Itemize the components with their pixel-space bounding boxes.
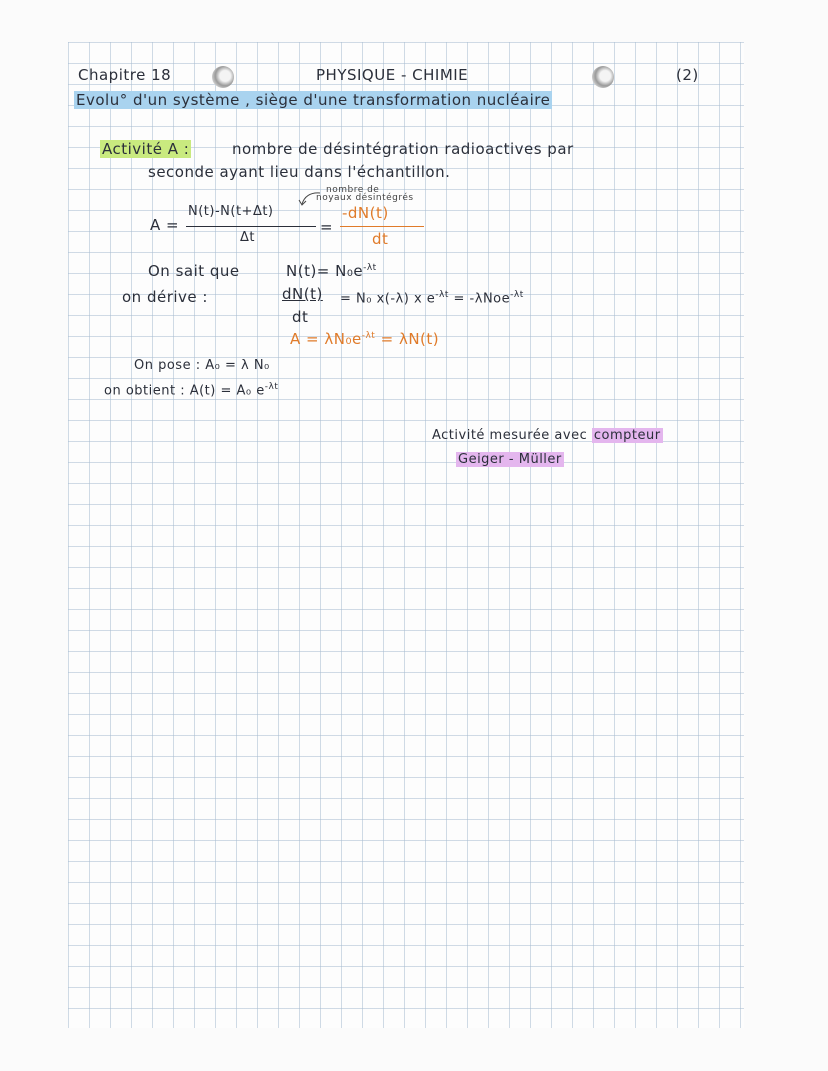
binder-hole-icon — [592, 66, 614, 88]
fraction-bar-orange — [340, 226, 424, 227]
note-line-2: Geiger - Müller — [458, 452, 562, 467]
formula-equals: = — [320, 218, 334, 236]
page-number: (2) — [676, 66, 699, 84]
obtient-line: on obtient : A(t) = A₀ $e^{-\lambda t}$ — [104, 382, 279, 399]
known-prefix: On sait que — [148, 262, 240, 280]
result-equation: $A = \lambda N_0e^{-\lambda t} = \lambda N(t)$ — [290, 330, 440, 348]
binder-hole-icon — [212, 66, 234, 88]
pose-line: On pose : A₀ = λ N₀ — [134, 358, 270, 373]
chapter-label: Chapitre 18 — [78, 66, 172, 84]
formula-denominator: Δt — [240, 230, 255, 245]
formula-rhs-denominator: dt — [372, 230, 389, 248]
grid-paper — [68, 42, 744, 1028]
formula-A: A = — [150, 216, 180, 234]
note-line-1: Activité mesurée avec compteur — [432, 428, 661, 443]
annotation-line-2: noyaux désintégrés — [316, 193, 414, 203]
known-equation: $N(t)= N_0e^{-\lambda t}$ — [286, 262, 377, 280]
activity-label: Activité A : — [102, 140, 190, 158]
annotation-line-1: nombre de — [326, 185, 380, 195]
derivative-numerator: dN(t) — [282, 285, 323, 303]
derivative-denominator: dt — [292, 308, 309, 326]
fraction-bar — [186, 226, 316, 227]
annotation-arrow-icon — [298, 190, 322, 208]
derive-prefix: on dérive : — [122, 288, 208, 306]
subject-title: PHYSIQUE - CHIMIE — [316, 66, 469, 84]
formula-numerator: N(t)-N(t+Δt) — [188, 204, 274, 219]
derive-rhs: = N₀ x(-λ) x $e^{-\lambda t} = -\lambda Noe^{-\lambda t}$ — [340, 290, 524, 307]
definition-line-2: seconde ayant lieu dans l'échantillon. — [148, 163, 451, 181]
formula-rhs-numerator: -dN(t) — [342, 204, 389, 222]
chapter-title: Evolu° d'un système , siège d'une transformation nucléaire — [76, 91, 551, 109]
definition-line-1: nombre de désintégration radioactives par — [232, 140, 574, 158]
